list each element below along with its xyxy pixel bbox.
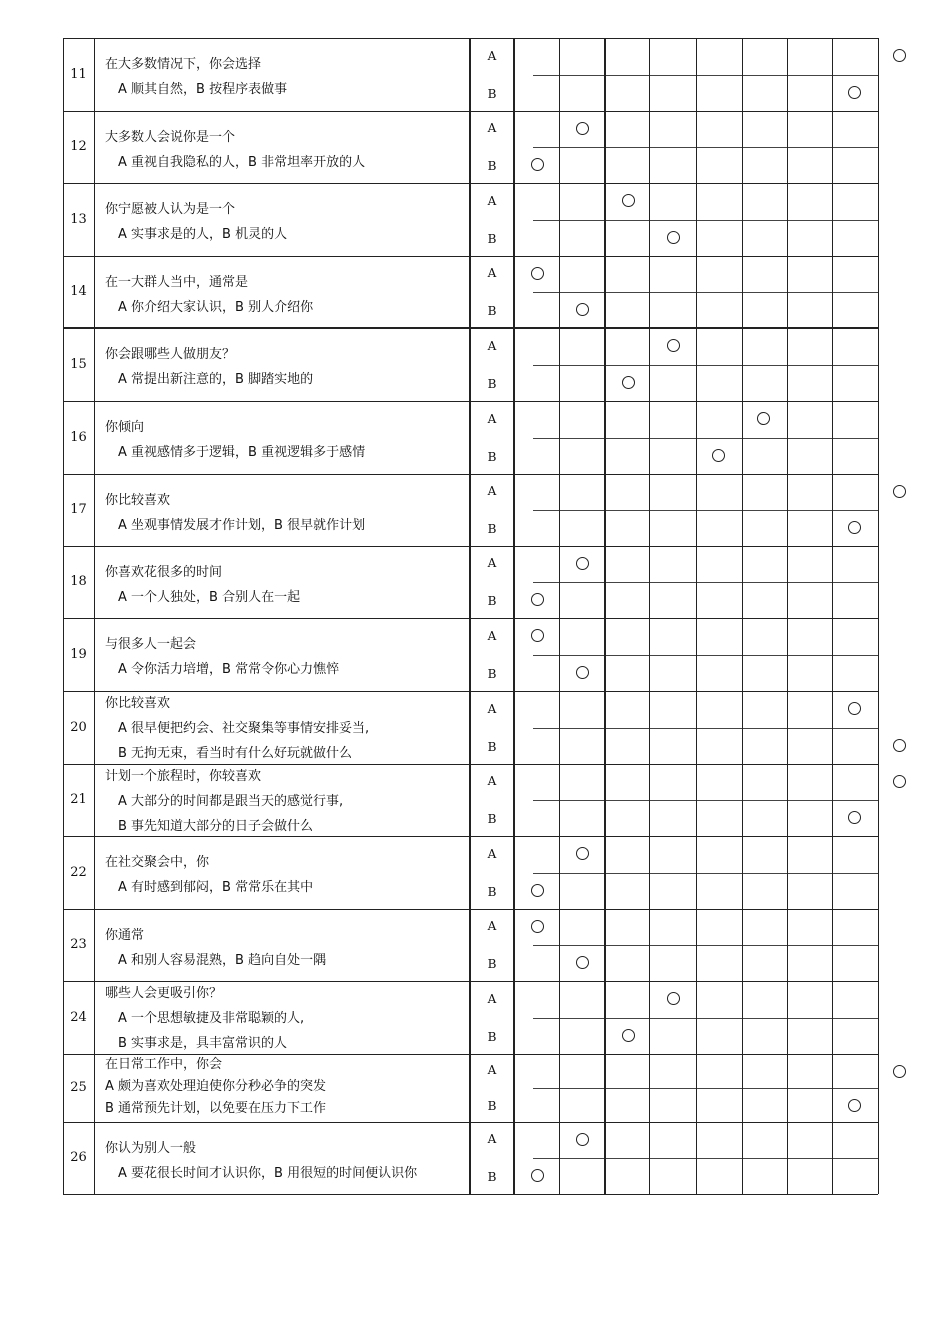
option-divider [533,873,878,874]
question-text [105,197,515,247]
option-b-label: B [487,450,497,464]
answer-mark-b[interactable] [531,593,544,606]
answer-mark-b[interactable] [531,158,544,171]
option-a-label: A [487,194,497,208]
option-divider [533,655,878,656]
answer-mark-b[interactable] [576,666,589,679]
option-divider [533,800,878,801]
option-a-label: A [487,266,497,280]
question-number: 16 [70,430,87,445]
answer-choices: A 一个人独处，B 合别人在一起 [118,590,301,605]
question-text [105,632,515,682]
question-text [105,415,515,465]
option-a-label: A [487,919,497,933]
answer-mark-a[interactable] [667,992,680,1005]
question-prompt: 你比较喜欢 [105,493,171,508]
column-divider [878,38,879,1194]
answer-choices: A 重视感情多于逻辑，B 重视逻辑多于感情 [118,445,366,460]
answer-mark-b[interactable] [531,1169,544,1182]
option-a-label: A [487,484,497,498]
answer-mark-a[interactable] [893,49,906,62]
answer-mark-a[interactable] [667,339,680,352]
option-b-label: B [487,1030,497,1044]
answer-mark-a[interactable] [576,1133,589,1146]
question-text [105,52,515,102]
answer-choices: A 颇为喜欢处理迫使你分秒必争的突发 [105,1079,327,1094]
question-prompt: 在一大群人当中，通常是 [105,275,249,290]
answer-mark-a[interactable] [531,920,544,933]
answer-choices: B 实事求是，具丰富常识的人 [118,1036,288,1051]
option-a-label: A [487,121,497,135]
answer-mark-b[interactable] [576,956,589,969]
answer-mark-b[interactable] [667,231,680,244]
column-divider [742,38,743,1194]
answer-mark-b[interactable] [712,449,725,462]
option-b-label: B [487,667,497,681]
option-b-label: B [487,304,497,318]
option-b-label: B [487,232,497,246]
question-text [105,923,515,973]
option-b-label: B [487,885,497,899]
option-divider [533,75,878,76]
option-b-label: B [487,1099,497,1113]
option-divider [533,438,878,439]
row-divider [63,1194,878,1195]
option-b-label: B [487,957,497,971]
answer-choices: A 坐观事情发展才作计划，B 很早就作计划 [118,518,366,533]
question-text [105,1054,515,1120]
question-text [105,981,515,1056]
option-divider [533,582,878,583]
answer-mark-a[interactable] [893,775,906,788]
option-a-label: A [487,702,497,716]
question-number: 13 [70,212,87,227]
question-text [105,560,515,610]
question-text [105,488,515,538]
option-divider [533,147,878,148]
question-number: 23 [70,937,87,952]
answer-choices: A 一个思想敏捷及非常聪颖的人, [118,1011,305,1026]
column-divider [832,38,833,1194]
option-divider [533,1018,878,1019]
question-prompt: 你宁愿被人认为是一个 [105,202,236,217]
column-divider [559,38,560,1194]
question-prompt: 哪些人会更吸引你？ [105,986,223,1001]
answer-mark-a[interactable] [848,702,861,715]
question-number: 22 [70,865,87,880]
question-number: 19 [70,647,87,662]
answer-choices: B 事先知道大部分的日子会做什么 [118,819,314,834]
option-a-label: A [487,1132,497,1146]
option-b-label: B [487,1170,497,1184]
question-prompt: 你会跟哪些人做朋友？ [105,347,236,362]
option-a-label: A [487,49,497,63]
answer-mark-b[interactable] [622,1029,635,1042]
question-text [105,270,515,320]
answer-choices: A 有时感到郁闷，B 常常乐在其中 [118,880,314,895]
question-text [105,125,515,175]
answer-mark-b[interactable] [531,884,544,897]
answer-mark-a[interactable] [576,847,589,860]
question-text [105,691,515,766]
answer-mark-b[interactable] [848,86,861,99]
column-divider [94,38,95,1194]
question-prompt: 你认为别人一般 [105,1141,197,1156]
question-number: 17 [70,502,87,517]
questionnaire-table [63,38,878,1194]
question-prompt: 在日常工作中，你会 [105,1057,223,1072]
option-divider [533,728,878,729]
option-b-label: B [487,522,497,536]
answer-mark-a[interactable] [893,1065,906,1078]
column-divider [787,38,788,1194]
answer-choices: A 实事求是的人，B 机灵的人 [118,227,288,242]
answer-mark-a[interactable] [757,412,770,425]
option-divider [533,365,878,366]
answer-mark-b[interactable] [848,1099,861,1112]
answer-choices: A 常提出新注意的，B 脚踏实地的 [118,372,314,387]
option-divider [533,510,878,511]
option-a-label: A [487,556,497,570]
question-number: 26 [70,1150,87,1165]
question-number: 21 [70,792,87,807]
answer-mark-b[interactable] [576,303,589,316]
question-number: 15 [70,357,87,372]
option-b-label: B [487,594,497,608]
question-number: 24 [70,1010,87,1025]
question-prompt: 大多数人会说你是一个 [105,130,236,145]
option-divider [533,945,878,946]
answer-mark-b[interactable] [622,376,635,389]
option-divider [533,292,878,293]
answer-choices: A 令你活力培增，B 常常令你心力憔悴 [118,662,340,677]
question-number: 20 [70,720,87,735]
question-number: 25 [70,1080,87,1095]
option-b-label: B [487,377,497,391]
option-b-label: B [487,740,497,754]
option-divider [533,1158,878,1159]
answer-choices: A 重视自我隐私的人，B 非常坦率开放的人 [118,155,366,170]
question-prompt: 在大多数情况下，你会选择 [105,57,262,72]
option-a-label: A [487,847,497,861]
answer-mark-b[interactable] [848,521,861,534]
question-prompt: 计划一个旅程时，你较喜欢 [105,769,262,784]
option-b-label: B [487,812,497,826]
question-number: 14 [70,284,87,299]
question-text [105,764,515,839]
answer-mark-a[interactable] [893,485,906,498]
answer-choices: B 无拘无束，看当时有什么好玩就做什么 [118,746,353,761]
option-a-label: A [487,1063,497,1077]
option-divider [533,220,878,221]
answer-choices: A 你介绍大家认识，B 别人介绍你 [118,300,314,315]
column-divider [696,38,697,1194]
option-a-label: A [487,339,497,353]
answer-choices: B 通常预先计划，以免要在压力下工作 [105,1101,327,1116]
question-prompt: 你比较喜欢 [105,696,171,711]
column-divider [604,38,606,1194]
option-divider [533,1088,878,1089]
answer-mark-b[interactable] [848,811,861,824]
question-prompt: 你喜欢花很多的时间 [105,565,223,580]
question-prompt: 你倾向 [105,420,145,435]
option-a-label: A [487,992,497,1006]
answer-mark-a[interactable] [531,629,544,642]
answer-mark-a[interactable] [576,557,589,570]
option-a-label: A [487,774,497,788]
question-text [105,1136,515,1186]
column-divider [649,38,650,1194]
question-text [105,850,515,900]
answer-mark-b[interactable] [893,739,906,752]
answer-mark-a[interactable] [531,267,544,280]
option-a-label: A [487,629,497,643]
question-prompt: 你通常 [105,928,145,943]
answer-choices: A 大部分的时间都是跟当天的感觉行事, [118,794,344,809]
question-number: 11 [70,67,87,82]
answer-choices: A 很早便把约会、社交聚集等事情安排妥当, [118,721,370,736]
answer-mark-a[interactable] [576,122,589,135]
question-number: 18 [70,574,87,589]
question-text [105,342,515,392]
answer-mark-a[interactable] [622,194,635,207]
option-b-label: B [487,87,497,101]
question-prompt: 在社交聚会中，你 [105,855,210,870]
option-b-label: B [487,159,497,173]
option-a-label: A [487,412,497,426]
question-number: 12 [70,139,87,154]
answer-choices: A 要花很长时间才认识你，B 用很短的时间便认识你 [118,1166,418,1181]
question-prompt: 与很多人一起会 [105,637,197,652]
answer-choices: A 和别人容易混熟，B 趋向自处一隅 [118,953,327,968]
answer-choices: A 顺其自然，B 按程序表做事 [118,82,288,97]
